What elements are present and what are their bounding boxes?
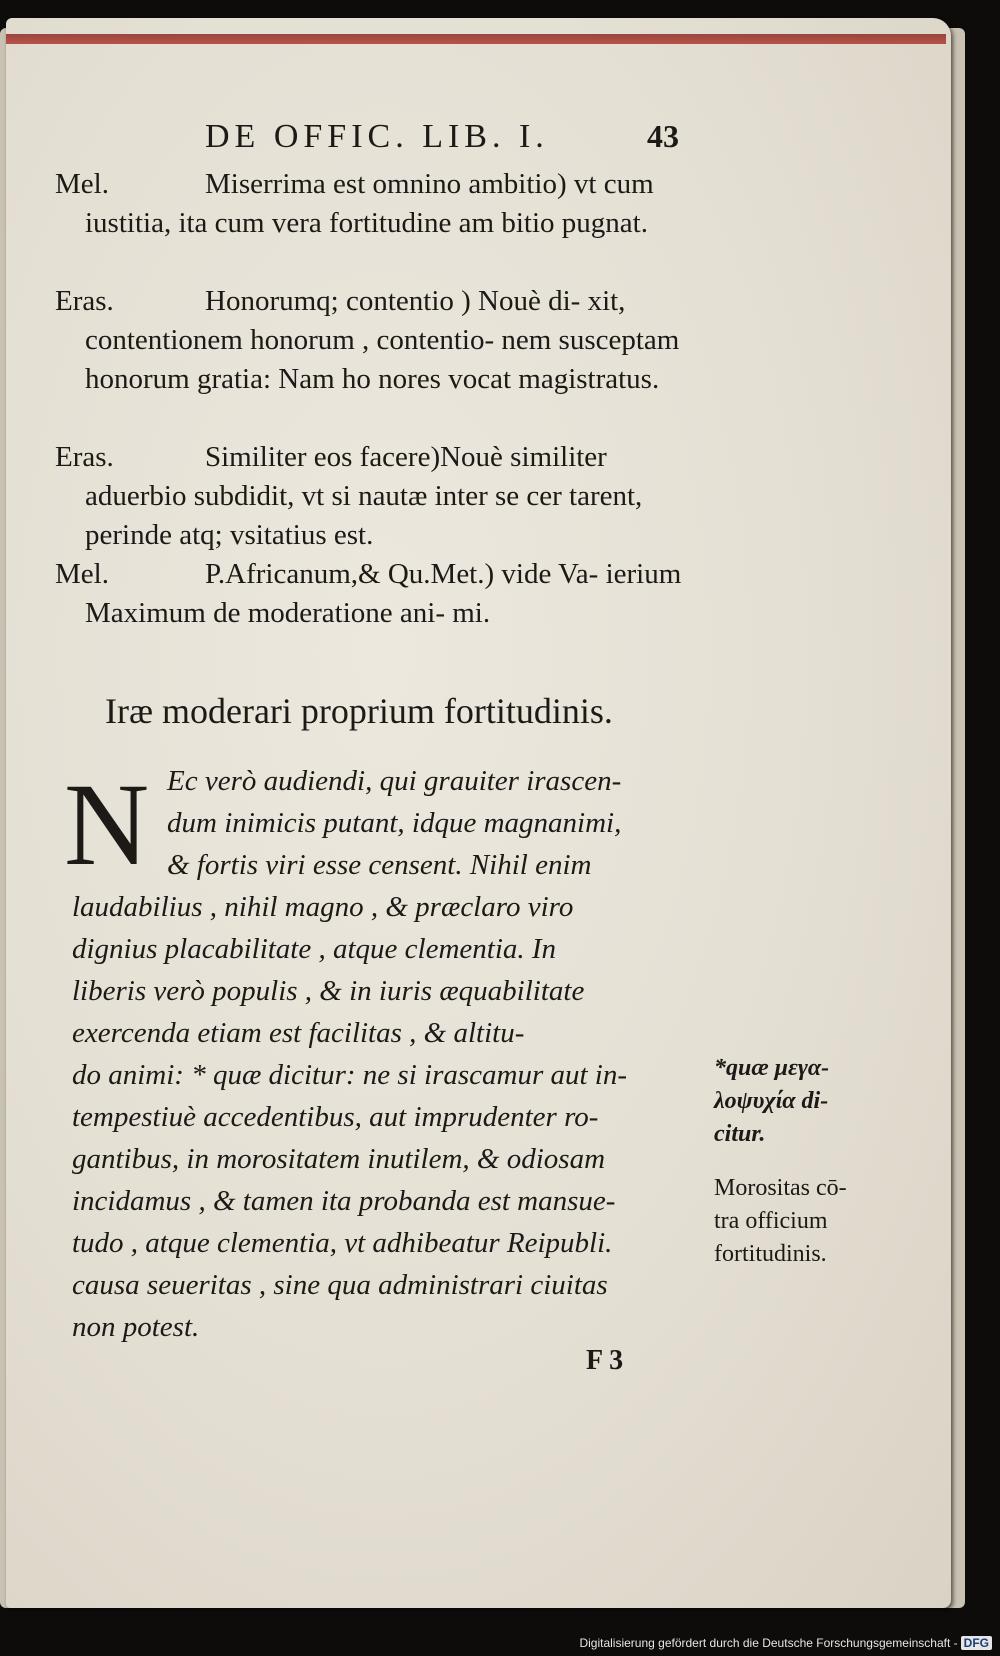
note-text: Honorumq; contentio ) Nouè di- xit, contentionem honorum , contentio- nem susceptam honorum gratia: Nam ho nores vocat magistratus. [85, 285, 680, 395]
margin-line: *quæ μεγα- [714, 1055, 830, 1081]
main-text-block [72, 760, 712, 1348]
text-line: do animi: * quæ dicitur: ne si irascamur aut in- [72, 1059, 628, 1091]
commentary-note [55, 555, 715, 633]
note-siglum: Eras. [55, 441, 114, 473]
text-line: laudabilius , nihil magno , & præclaro viro [72, 891, 574, 923]
commentary-note [55, 165, 715, 243]
note-text: Similiter eos facere)Nouè similiter aduerbio subdidit, vt si nautæ inter se cer tarent, perinde atq; vsitatius est. [85, 441, 643, 551]
digitization-credit [579, 1636, 992, 1650]
dfg-logo: DFG [961, 1636, 992, 1650]
page-number: 43 [647, 118, 679, 154]
signature-mark: F 3 [586, 1345, 624, 1376]
marginal-note-morositas [714, 1172, 914, 1271]
text-line: tempestiuè accedentibus, aut imprudenter ro- [72, 1101, 599, 1133]
text-line: & fortis viri esse censent. Nihil enim [167, 849, 592, 881]
text-line: dum inimicis putant, idque magnanimi, [167, 807, 622, 839]
commentary-note [55, 438, 715, 555]
binding-strip [6, 34, 946, 44]
section-heading: Iræ moderari proprium fortitudinis. [105, 691, 613, 731]
note-text: P.Africanum,& Qu.Met.) vide Va- ierium Maximum de moderatione ani- mi. [85, 558, 682, 629]
note-siglum: Mel. [55, 558, 109, 590]
margin-line: citur. [714, 1121, 766, 1147]
note-text: Miserrima est omnino ambitio) vt cum iustitia, ita cum vera fortitudine am bitio pugnat. [85, 168, 654, 239]
text-line: gantibus, in morositatem inutilem, & odiosam [72, 1143, 606, 1175]
text-line: non potest. [72, 1311, 200, 1343]
text-line: exercenda etiam est facilitas , & altitu- [72, 1017, 525, 1049]
credit-text: Digitalisierung gefördert durch die Deutsche Forschungsgemeinschaft - [579, 1636, 958, 1650]
text-line: dignius placabilitate , atque clementia. In [72, 933, 557, 965]
margin-line: tra officium [714, 1208, 828, 1234]
text-line: causa seueritas , sine qua administrari ciuitas [72, 1269, 608, 1301]
commentary-note [55, 282, 715, 399]
drop-cap: N [64, 759, 150, 890]
text-line: incidamus , & tamen ita probanda est mansue- [72, 1185, 616, 1217]
text-line: Ec verò audiendi, qui grauiter irascen- [167, 765, 622, 797]
note-siglum: Eras. [55, 285, 114, 317]
marginal-note-greek [714, 1052, 914, 1151]
text-line: liberis verò populis , & in iuris æquabilitate [72, 975, 585, 1007]
note-siglum: Mel. [55, 168, 109, 200]
margin-line: fortitudinis. [714, 1241, 827, 1267]
running-head: DE OFFIC. LIB. I. [205, 118, 549, 155]
margin-line: Morositas cō- [714, 1175, 847, 1201]
margin-line: λοψυχία di- [714, 1088, 829, 1114]
text-line: tudo , atque clementia, vt adhibeatur Reipubli. [72, 1227, 613, 1259]
